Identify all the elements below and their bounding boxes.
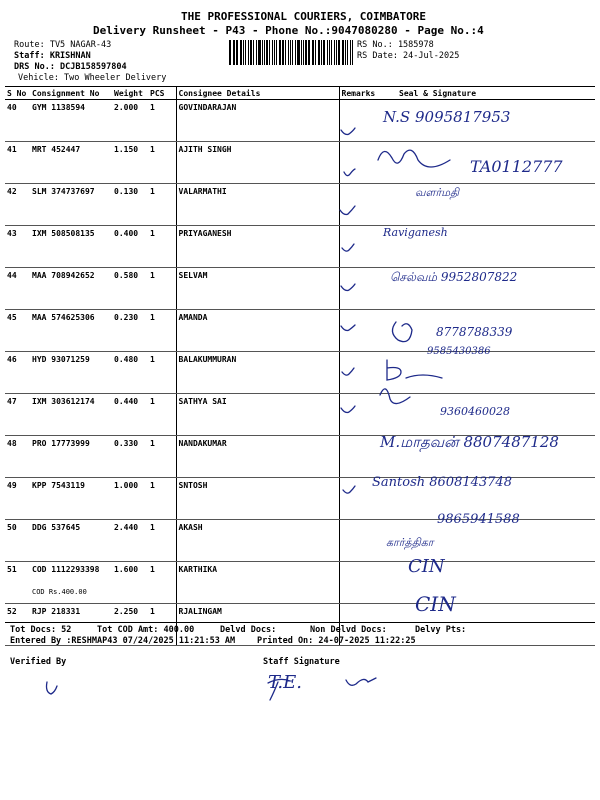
cell-pcs-text: 1 [150,103,155,112]
handwriting-45: 8778788339 [436,325,513,339]
cell-consignment-text: KPP 7543119 [32,481,85,490]
cell-pcs-text: 1 [150,439,155,448]
cell-weight-text: 0.230 [114,313,139,322]
cell-consignee-text: RJALINGAM [178,607,222,616]
col-remarks: Remarks [339,87,377,100]
cell-weight-text: 2.000 [114,103,139,112]
footer-divider [5,622,595,623]
col-consignment: Consignment No [30,87,112,100]
cod-note: COD Rs.400.00 [32,588,87,596]
handwriting-41: TA0112777 [470,157,563,176]
cell-consignee-text: SATHYA SAI [178,397,227,406]
staff-signature-ink: T.E. [268,672,302,693]
cell-pcs-text: 1 [150,481,155,490]
cell-weight-text: 0.580 [114,271,139,280]
cell-consignment-text: RJP 218331 [32,607,81,616]
cell-consignee-text: SNTOSH [178,481,208,490]
cell-consignment-text: MAA 574625306 [32,313,95,322]
cell-weight-text: 1.600 [114,565,139,574]
cell-weight-text: 0.130 [114,187,139,196]
company-name: THE PROFESSIONAL COURIERS, COIMBATORE [181,10,427,23]
cell-pcs-text: 1 [150,187,155,196]
cell-consignee-text: GOVINDARAJAN [178,103,237,112]
cell-consignment-text: SLM 374737697 [32,187,95,196]
cell-pcs-text: 1 [150,607,155,616]
col-weight: Weight [112,87,148,100]
total-cod-amount: Tot COD Amt: 400.00 [97,625,195,635]
total-docs: Tot Docs: 52 [10,625,72,635]
cell-sno-text: 48 [7,439,17,448]
cell-consignment-text: PRO 17773999 [32,439,90,448]
cell-weight-text: 2.250 [114,607,139,616]
cell-weight-text: 0.400 [114,229,139,238]
cell-sno-text: 50 [7,523,17,532]
cell-weight-text: 0.480 [114,355,139,364]
non-delivered-docs: Non Delvd Docs: [310,625,387,635]
cell-sno-text: 49 [7,481,17,490]
cell-consignment-text: DDG 537645 [32,523,81,532]
verified-by-label: Verified By [10,657,67,667]
cell-sno-text: 52 [7,607,17,616]
cell-pcs-text: 1 [150,313,155,322]
cell-weight-text: 1.000 [114,481,139,490]
runsheet-title: Delivery Runsheet - P43 - Phone No.:9047080280 - Page No.:4 [93,24,484,37]
handwriting-50: 9865941588 [437,512,520,527]
cell-sno-text: 47 [7,397,17,406]
cell-sno-text: 42 [7,187,17,196]
cell-consignee-text: SELVAM [178,271,208,280]
handwriting-47: 9360460028 [440,405,510,418]
staff-label: Staff: KRISHNAN [14,51,91,61]
cell-weight-text: 2.440 [114,523,139,532]
drs-label: DRS No.: DCJB158597804 [14,62,127,72]
printed-on: Printed On: 24-07-2025 11:22:25 [257,636,416,646]
cell-sno-text: 43 [7,229,17,238]
handwriting-43: Raviganesh [383,226,448,239]
cell-consignee-text: VALARMATHI [178,187,227,196]
vehicle-label: Vehicle: Two Wheeler Delivery [18,73,167,83]
cell-pcs-text: 1 [150,145,155,154]
cell-consignment-text: MRT 452447 [32,145,81,154]
handwriting-52-cin: CIN [415,592,456,616]
cell-sno-text: 46 [7,355,17,364]
handwriting-51: கார்த்திகா [386,536,434,549]
handwriting-42: வளர்மதி [415,186,460,199]
cell-pcs-text: 1 [150,271,155,280]
col-sno: S No [5,87,30,100]
handwriting-49: Santosh 8608143748 [372,475,512,490]
delivered-docs: Delvd Docs: [220,625,277,635]
cell-pcs-text: 1 [150,229,155,238]
cell-consignment-text: HYD 93071259 [32,355,90,364]
handwriting-48: M.மாதவன் 8807487128 [380,433,559,451]
cell-consignee-text: AJITH SINGH [178,145,232,154]
handwriting-44: செல்வம் 9952807822 [390,270,518,284]
cell-consignment-text: MAA 708942652 [32,271,95,280]
handwriting-51-cin: CIN [408,556,445,577]
cell-weight-text: 1.150 [114,145,139,154]
rs-number: RS No.: 1585978 [357,40,434,50]
rs-date: RS Date: 24-Jul-2025 [357,51,460,61]
cell-consignee-text: PRIYAGANESH [178,229,232,238]
cell-weight-text: 0.440 [114,397,139,406]
cell-pcs-text: 1 [150,565,155,574]
delivery-points: Delvy Pts: [415,625,467,635]
cell-sno-text: 45 [7,313,17,322]
cell-consignment-text: IXM 508508135 [32,229,95,238]
col-pcs: PCS [148,87,176,100]
cell-sno-text: 40 [7,103,17,112]
cell-consignee-text: KARTHIKA [178,565,218,574]
cell-sno-text: 44 [7,271,17,280]
entered-by: Entered By :RESHMAP43 07/24/2025 11:21:53 AM [10,636,236,646]
handwriting-40: N.S 9095817953 [383,108,511,126]
staff-signature-label: Staff Signature [263,657,340,667]
cell-pcs-text: 1 [150,523,155,532]
cell-consignment-text: IXM 303612174 [32,397,95,406]
cell-consignee-text: AMANDA [178,313,208,322]
cell-pcs-text: 1 [150,397,155,406]
cell-consignment-text: COD 1112293398 [32,565,100,574]
cell-sno-text: 51 [7,565,17,574]
cell-weight-text: 0.330 [114,439,139,448]
handwriting-46: 9585430386 [427,346,491,357]
col-consignee: Consignee Details [176,87,339,100]
cell-sno-text: 41 [7,145,17,154]
cell-consignee-text: AKASH [178,523,203,532]
cell-consignee-text: NANDAKUMAR [178,439,227,448]
col-seal-signature: Seal & Signature [377,87,595,100]
cell-consignee-text: BALAKUMMURAN [178,355,237,364]
cell-pcs-text: 1 [150,355,155,364]
cell-consignment-text: GYM 1138594 [32,103,85,112]
route-label: Route: TV5 NAGAR-43 [14,40,112,50]
